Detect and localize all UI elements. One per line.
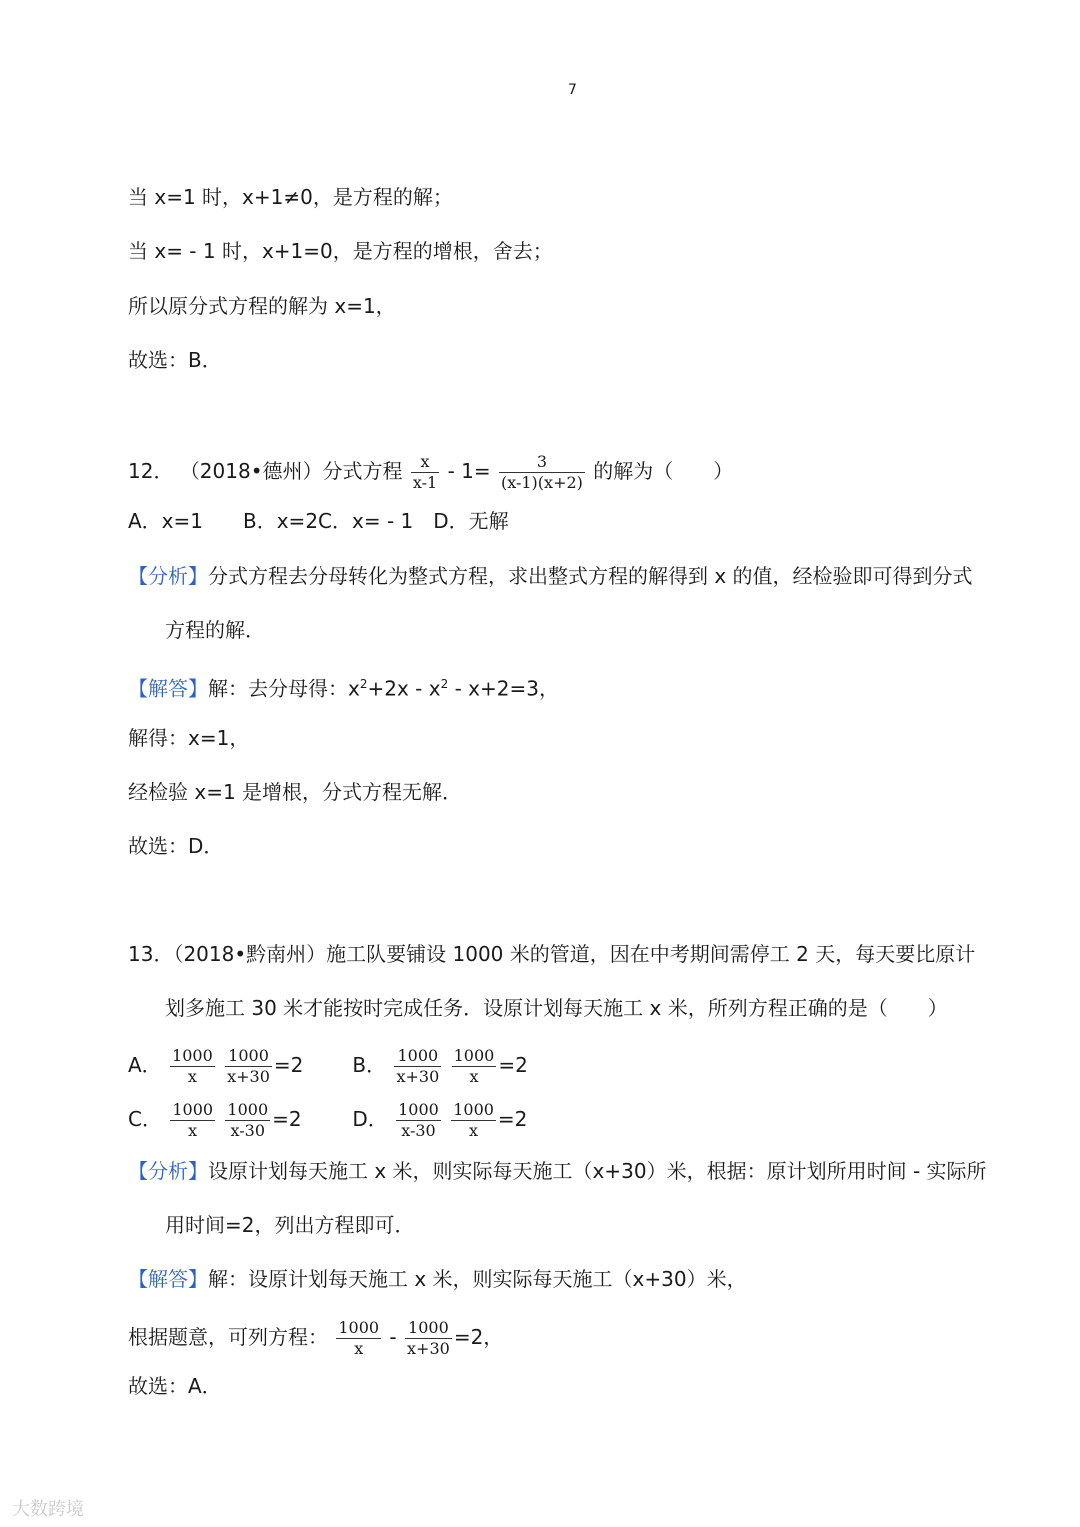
equation-suffix: =2， [453,1325,504,1349]
fraction [225,1100,270,1141]
denominator: x+30 [227,1067,270,1086]
question-13-cont: 划多施工 30 米才能按时完成任务．设原计划每天施工 x 米，所列方程正确的是（ ） [165,996,948,1020]
analysis-tag: 【分析】 [128,564,208,588]
fraction [396,1100,441,1141]
numerator: 1000 [225,1046,272,1067]
option-eq: =2 [498,1053,528,1077]
analysis-tag: 【分析】 [128,1159,208,1183]
question-13: 13．（2018•黔南州）施工队要铺设 1000 米的管道，因在中考期间需停工 2 天，每天要比原计 [128,942,976,966]
equation-text: - 1= [447,459,491,483]
fraction [170,1100,215,1141]
option-label: C． [128,1107,162,1131]
fraction [411,452,439,493]
question-12 [128,452,733,493]
answer-text: - x+2=3， [448,676,559,701]
option-eq: =2 [497,1107,528,1131]
denominator: x-1 [412,473,438,492]
fraction [170,1046,215,1087]
option-c [128,1100,346,1141]
option-eq: =2 [273,1053,304,1077]
denominator: x [469,1067,479,1086]
fraction [452,1046,497,1087]
options-row [128,1046,528,1087]
superscript: 2 [359,677,368,691]
fraction [336,1318,381,1359]
numerator: 1000 [172,1046,213,1065]
numerator: 1000 [394,1046,441,1067]
option-a [128,1046,346,1087]
fraction [225,1046,272,1087]
denominator: x [354,1339,364,1358]
equation-minus: - [383,1325,404,1349]
denominator: x-30 [401,1121,436,1140]
denominator: (x-1)(x+2) [500,473,583,492]
fraction [394,1046,441,1087]
option-label: B． [352,1053,387,1077]
fraction [499,452,585,493]
numerator: 1000 [227,1100,269,1119]
analysis-line: 方程的解． [165,618,265,642]
denominator: x+30 [396,1067,440,1086]
analysis-line: 用时间=2，列出方程即可． [165,1213,415,1237]
options-line: A．x=1 B．x=2C．x= - 1 D．无解 [128,509,509,533]
option-label: D． [352,1107,388,1131]
text-line: 解得：x=1， [128,726,250,750]
numerator: 1000 [338,1318,380,1337]
fraction [451,1100,496,1141]
option-b [352,1046,527,1087]
answer-tag: 【解答】 [128,676,208,701]
equation-prefix: 根据题意，可列方程： [128,1325,328,1349]
equation-line [128,1318,503,1359]
analysis-text: 设原计划每天施工 x 米，则实际每天施工（x+30）米，根据：原计划所用时间 - 实际所 [208,1159,987,1183]
superscript: 2 [440,677,449,691]
numerator: 3 [499,452,585,473]
text-line: 所以原分式方程的解为 x=1， [128,294,396,318]
denominator: x [187,1067,197,1086]
answer-line [128,1265,747,1293]
numerator: 1000 [453,1100,494,1119]
page-number: 7 [568,82,577,98]
question-number: 12． [128,459,174,483]
analysis-line [128,1157,987,1185]
analysis-text: 分式方程去分母转化为整式方程，求出整式方程的解得到 x 的值，经检验即可得到分式 [208,564,973,588]
text-line: 当 x= - 1 时，x+1=0，是方程的增根，舍去； [128,239,553,263]
answer-tag: 【解答】 [128,1267,208,1291]
fraction [405,1318,452,1359]
text-line: 故选：A． [128,1374,222,1398]
denominator: x+30 [407,1339,450,1358]
option-d [352,1100,527,1141]
numerator: 1000 [405,1318,452,1339]
text-line: 故选：D． [128,834,224,858]
question-tail: 的解为（ ） [593,459,734,483]
answer-text: 解：设原计划每天施工 x 米，则实际每天施工（x+30）米， [208,1267,747,1291]
answer-text: +2x - x [367,676,441,701]
option-label: A． [128,1053,162,1077]
answer-text: 解：去分母得：x [208,676,360,701]
numerator: 1000 [172,1100,214,1119]
denominator: x-30 [230,1121,266,1140]
numerator: 1000 [398,1100,439,1119]
watermark: 大数跨境 [12,1499,84,1520]
question-source: （2018•德州）分式方程 [179,459,403,483]
answer-line [128,670,559,703]
numerator: x [411,452,439,473]
text-line: 故选：B． [128,348,222,372]
options-row [128,1100,527,1141]
text-line: 经检验 x=1 是增根，分式方程无解． [128,780,463,804]
analysis-line [128,562,973,590]
text-line: 当 x=1 时，x+1≠0，是方程的解； [128,185,453,209]
denominator: x [188,1121,198,1140]
option-eq: =2 [272,1107,302,1131]
denominator: x [469,1121,479,1140]
numerator: 1000 [453,1046,495,1065]
